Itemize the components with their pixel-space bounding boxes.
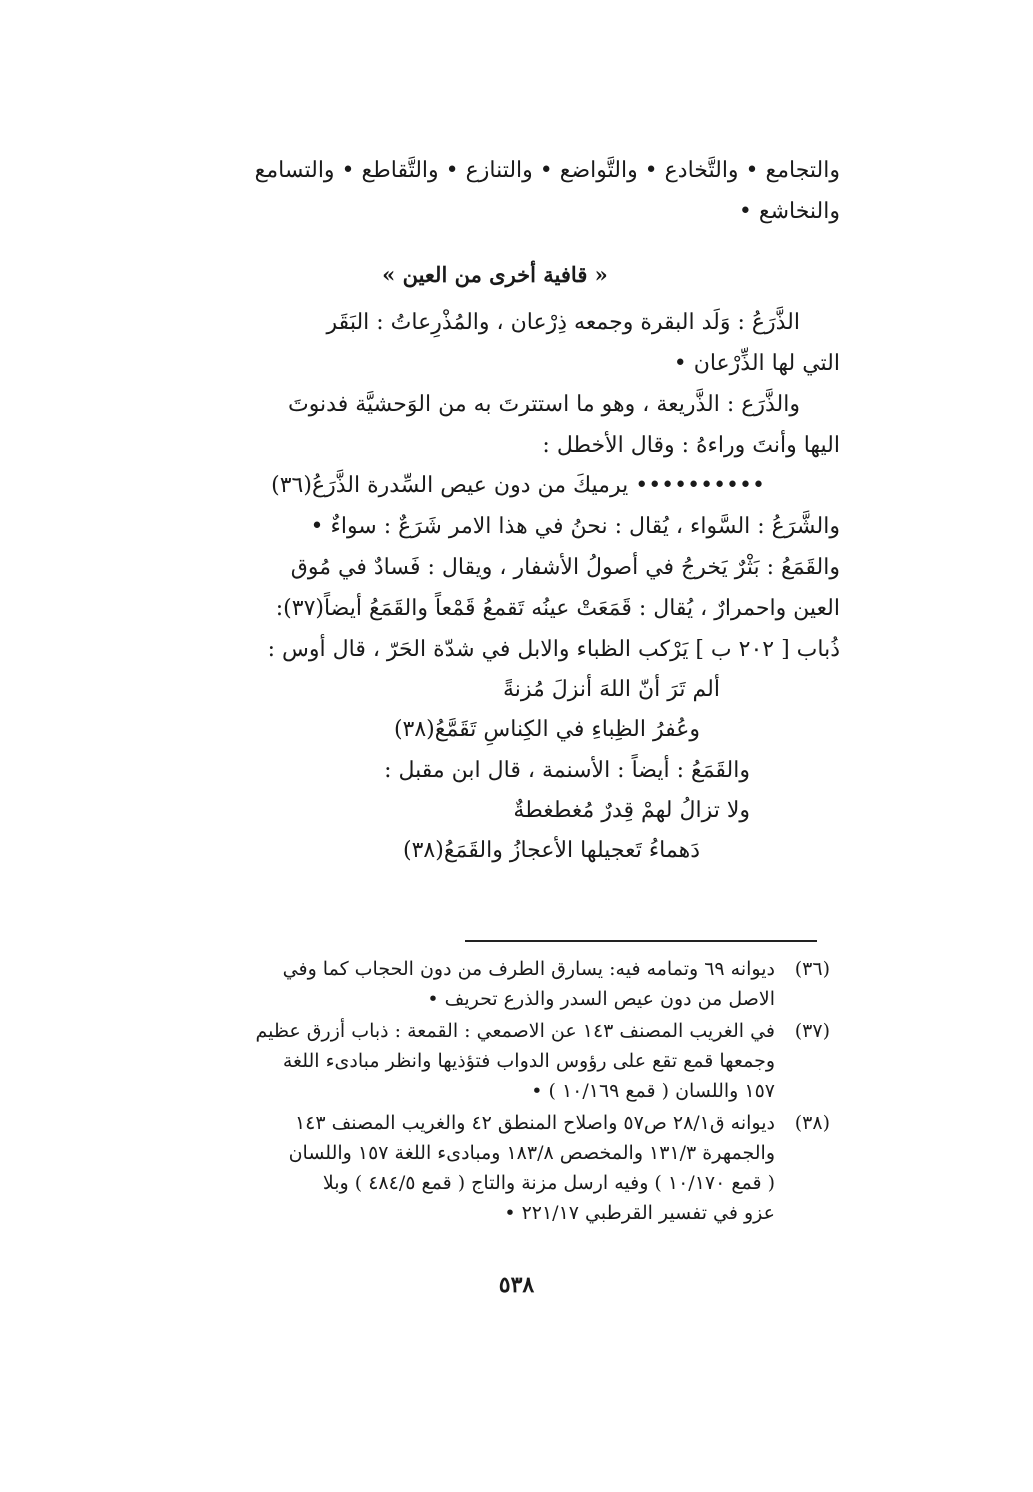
- footnote: [150, 954, 840, 1014]
- body-line: اليها وأنتَ وراءهُ : وقال الأخطل :: [542, 433, 840, 458]
- verse-line: وعُفرُ الظِباءِ في الكِناسِ تَقَمَّعُ(٣٨): [393, 717, 700, 742]
- footnote-divider: [465, 940, 817, 942]
- page-number: ٥٣٨: [498, 1272, 535, 1298]
- section-heading: « قافية أخرى من العين »: [382, 262, 608, 287]
- verse-line: •••••••••• يرميكَ من دون عيص السِّدرة الذَّرَعُ(٣٦): [271, 473, 765, 498]
- body-line: والقَمَعُ : بَثْرٌ يَخرجُ في أصولُ الأشفار ، ويقال : فَسادٌ في مُوق: [290, 555, 840, 580]
- footnote-line: والجمهرة ١٣١/٣ والمخصص ١٨٣/٨ ومبادىء اللغة ١٥٧ واللسان: [288, 1142, 775, 1164]
- footnotes: [150, 954, 840, 1230]
- footnote-line: ١٥٧ واللسان ( قمع ١٠/١٦٩ ) •: [531, 1080, 775, 1102]
- footnote-number: (٣٨): [794, 1112, 830, 1134]
- footnote-line: ديوانه ق٢٨/١ ص٥٧ واصلاح المنطق ٤٢ والغريب المصنف ١٤٣: [294, 1112, 775, 1134]
- intro-line: والنخاشع •: [738, 199, 840, 224]
- footnote: [150, 1108, 840, 1228]
- footnote-line: في الغريب المصنف ١٤٣ عن الاصمعي : القمعة : ذباب أزرق عظيم: [255, 1020, 775, 1042]
- body-line: والذَّرَع : الذَّريعة ، وهو ما استترتَ به من الوَحشيَّة فدنوتَ: [287, 392, 800, 417]
- main-text: [150, 150, 840, 871]
- footnote: [150, 1016, 840, 1106]
- body-line: والقَمَعُ : أيضاً : الأسنمة ، قال ابن مقبل :: [384, 758, 750, 783]
- body-line: ذُباب [ ٢٠٢ ب ] يَرْكب الظباء والابل في شدّة الحَرّ ، قال أوس :: [267, 637, 840, 662]
- verse-line: دَهماءُ تَعجيلها الأعجازُ والقَمَعُ(٣٨): [403, 838, 700, 863]
- intro-line: والتجامع • والتَّخادع • والتَّواضع • والتنازع • والتَّقاطع • والتسامع: [254, 158, 840, 183]
- body-line: الذَّرَعُ : وَلَد البقرة وجمعه ذِرْعان ، والمُذْرِعاتُ : البَقَر: [326, 310, 800, 335]
- footnote-line: الاصل من دون عيص السدر والذرع تحريف •: [427, 988, 775, 1010]
- footnote-number: (٣٧): [794, 1020, 830, 1042]
- footnote-line: ( قمع ١٠/١٧٠ ) وفيه ارسل مزنة والتاج ( قمع ٤٨٤/٥ ) وبلا: [322, 1172, 775, 1194]
- footnote-line: عزو في تفسير القرطبي ٢٢١/١٧ •: [504, 1202, 775, 1224]
- footnote-number: (٣٦): [794, 958, 830, 980]
- footnote-line: وجمعها قمع تقع على رؤوس الدواب فتؤذيها وانظر مبادىء اللغة: [282, 1050, 775, 1072]
- verse-line: ولا تزالُ لهمْ قِدرٌ مُغطغطةٌ: [513, 798, 750, 823]
- footnote-line: ديوانه ٦٩ وتمامه فيه: يسارق الطرف من دون الحجاب كما وفي: [282, 958, 775, 980]
- verse-line: ألم تَرَ أنّ اللهَ أنزلَ مُزنةً: [502, 677, 720, 702]
- body-line: العين واحمرارٌ ، يُقال : قَمَعَتْ عينُه تَقمعُ قَمْعاً والقَمَعُ أيضاً(٣٧):: [275, 596, 840, 621]
- body-line: التي لها الذِّرْعان •: [673, 351, 840, 376]
- body-line: والشَّرَعُ : السَّواء ، يُقال : نحنُ في هذا الامر شَرَعٌ : سواءٌ •: [310, 514, 840, 539]
